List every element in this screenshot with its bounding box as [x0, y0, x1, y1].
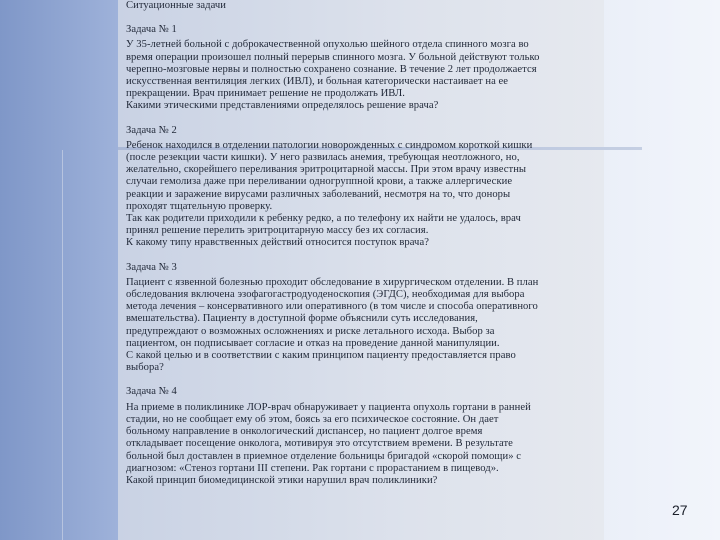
- document-text: [126, 0, 596, 499]
- page-number: 27: [672, 502, 688, 518]
- task-text-line: обследования включена эзофагогастродуоденоскопия (ЭГДС), необходимая для выбора: [126, 289, 525, 301]
- task-text-line: принял решение перелить эритроцитарную массу без их согласия.: [126, 225, 429, 237]
- task-text-line: пациентом, он подписывает согласие и отказ на проведение данной манипуляции.: [126, 337, 500, 349]
- task-text-line: Какой принцип биомедицинской этики нарушил врач поликлиники?: [126, 474, 438, 486]
- task-text-line: больному направление в онкологический диспансер, но пациент долгое время: [126, 426, 483, 438]
- task-block: [126, 24, 596, 112]
- task-list: [126, 24, 596, 487]
- task-text-line: К какому типу нравственных действий относится поступок врача?: [126, 237, 429, 249]
- task-title: Задача № 2: [126, 124, 177, 136]
- task-text-line: больной был доставлен в приемное отделение больницы бригадой «скорой помощи» с: [126, 450, 522, 462]
- task-text-line: искусственная вентиляция легких (ИВЛ), и больная категорически настаивает на ее: [126, 76, 509, 88]
- task-text-line: вмешательства). Пациенту в доступной форме объяснили суть исследования,: [126, 313, 478, 325]
- task-text-line: Так как родители приходили к ребенку редко, а по телефону их найти не удалось, врач: [126, 213, 521, 225]
- task-text-line: Пациент с язвенной болезнью проходит обследование в хирургическом отделении. В план: [126, 276, 539, 288]
- task-text-line: На приеме в поликлинике ЛОР-врач обнаруживает у пациента опухоль гортани в ранней: [126, 401, 531, 413]
- decorative-line: [62, 150, 63, 540]
- task-text-line: реакции и заражение вирусами различных заболеваний, несмотря на то, что доноры: [126, 188, 511, 200]
- task-text-line: У 35-летней больной с доброкачественной опухолью шейного отдела спинного мозга во: [126, 39, 529, 51]
- page-title: Ситуационные задачи: [126, 0, 227, 11]
- task-text-line: метода лечения – консервативного или оперативного (в том числе и способа оперативного: [126, 301, 538, 313]
- task-text-line: проходят тщательную проверку.: [126, 200, 273, 212]
- task-text-line: С какой целью и в соответствии с каким принципом пациенту предоставляется право: [126, 350, 516, 362]
- task-text-line: диагнозом: «Стеноз гортани III степени. Рак гортани с прорастанием в пищевод».: [126, 462, 499, 474]
- task-text-line: Какими этическими представлениями определялось решение врача?: [126, 100, 439, 112]
- task-text-line: время операции произошел полный перерыв спинного мозга. У больной действуют только: [126, 51, 540, 63]
- task-text-line: стадии, но не сообщает ему об этом, боясь за его психическое состояние. Он дает: [126, 413, 499, 425]
- task-text-line: случаи гемолиза даже при переливании одногруппной крови, а также аллергические: [126, 176, 513, 188]
- task-text-line: черепно-мозговые нервы и полностью сохранено сознание. В течение 2 лет продолжается: [126, 63, 537, 75]
- task-text-line: выбора?: [126, 362, 164, 374]
- task-text-line: прекращении. Врач принимает решение не продолжать ИВЛ.: [126, 88, 405, 100]
- task-text-line: предупреждают о возможных осложнениях и риске летального исхода. Выбор за: [126, 325, 495, 337]
- task-title: Задача № 3: [126, 261, 177, 273]
- task-text-line: Ребенок находился в отделении патологии новорожденных с синдромом короткой кишки: [126, 139, 533, 151]
- task-block: [126, 386, 596, 487]
- task-title: Задача № 4: [126, 386, 177, 398]
- task-block: [126, 125, 596, 250]
- task-text-line: откладывает посещение онколога, мотивируя это отсутствием времени. В результате: [126, 438, 513, 450]
- task-title: Задача № 1: [126, 24, 177, 36]
- task-text-line: (после резекции части кишки). У него развилась анемия, требующая неотложного, но,: [126, 152, 520, 164]
- task-text-line: желательно, скорейшего переливания эритроцитарной массы. При этом врачу известны: [126, 164, 527, 176]
- task-block: [126, 262, 596, 375]
